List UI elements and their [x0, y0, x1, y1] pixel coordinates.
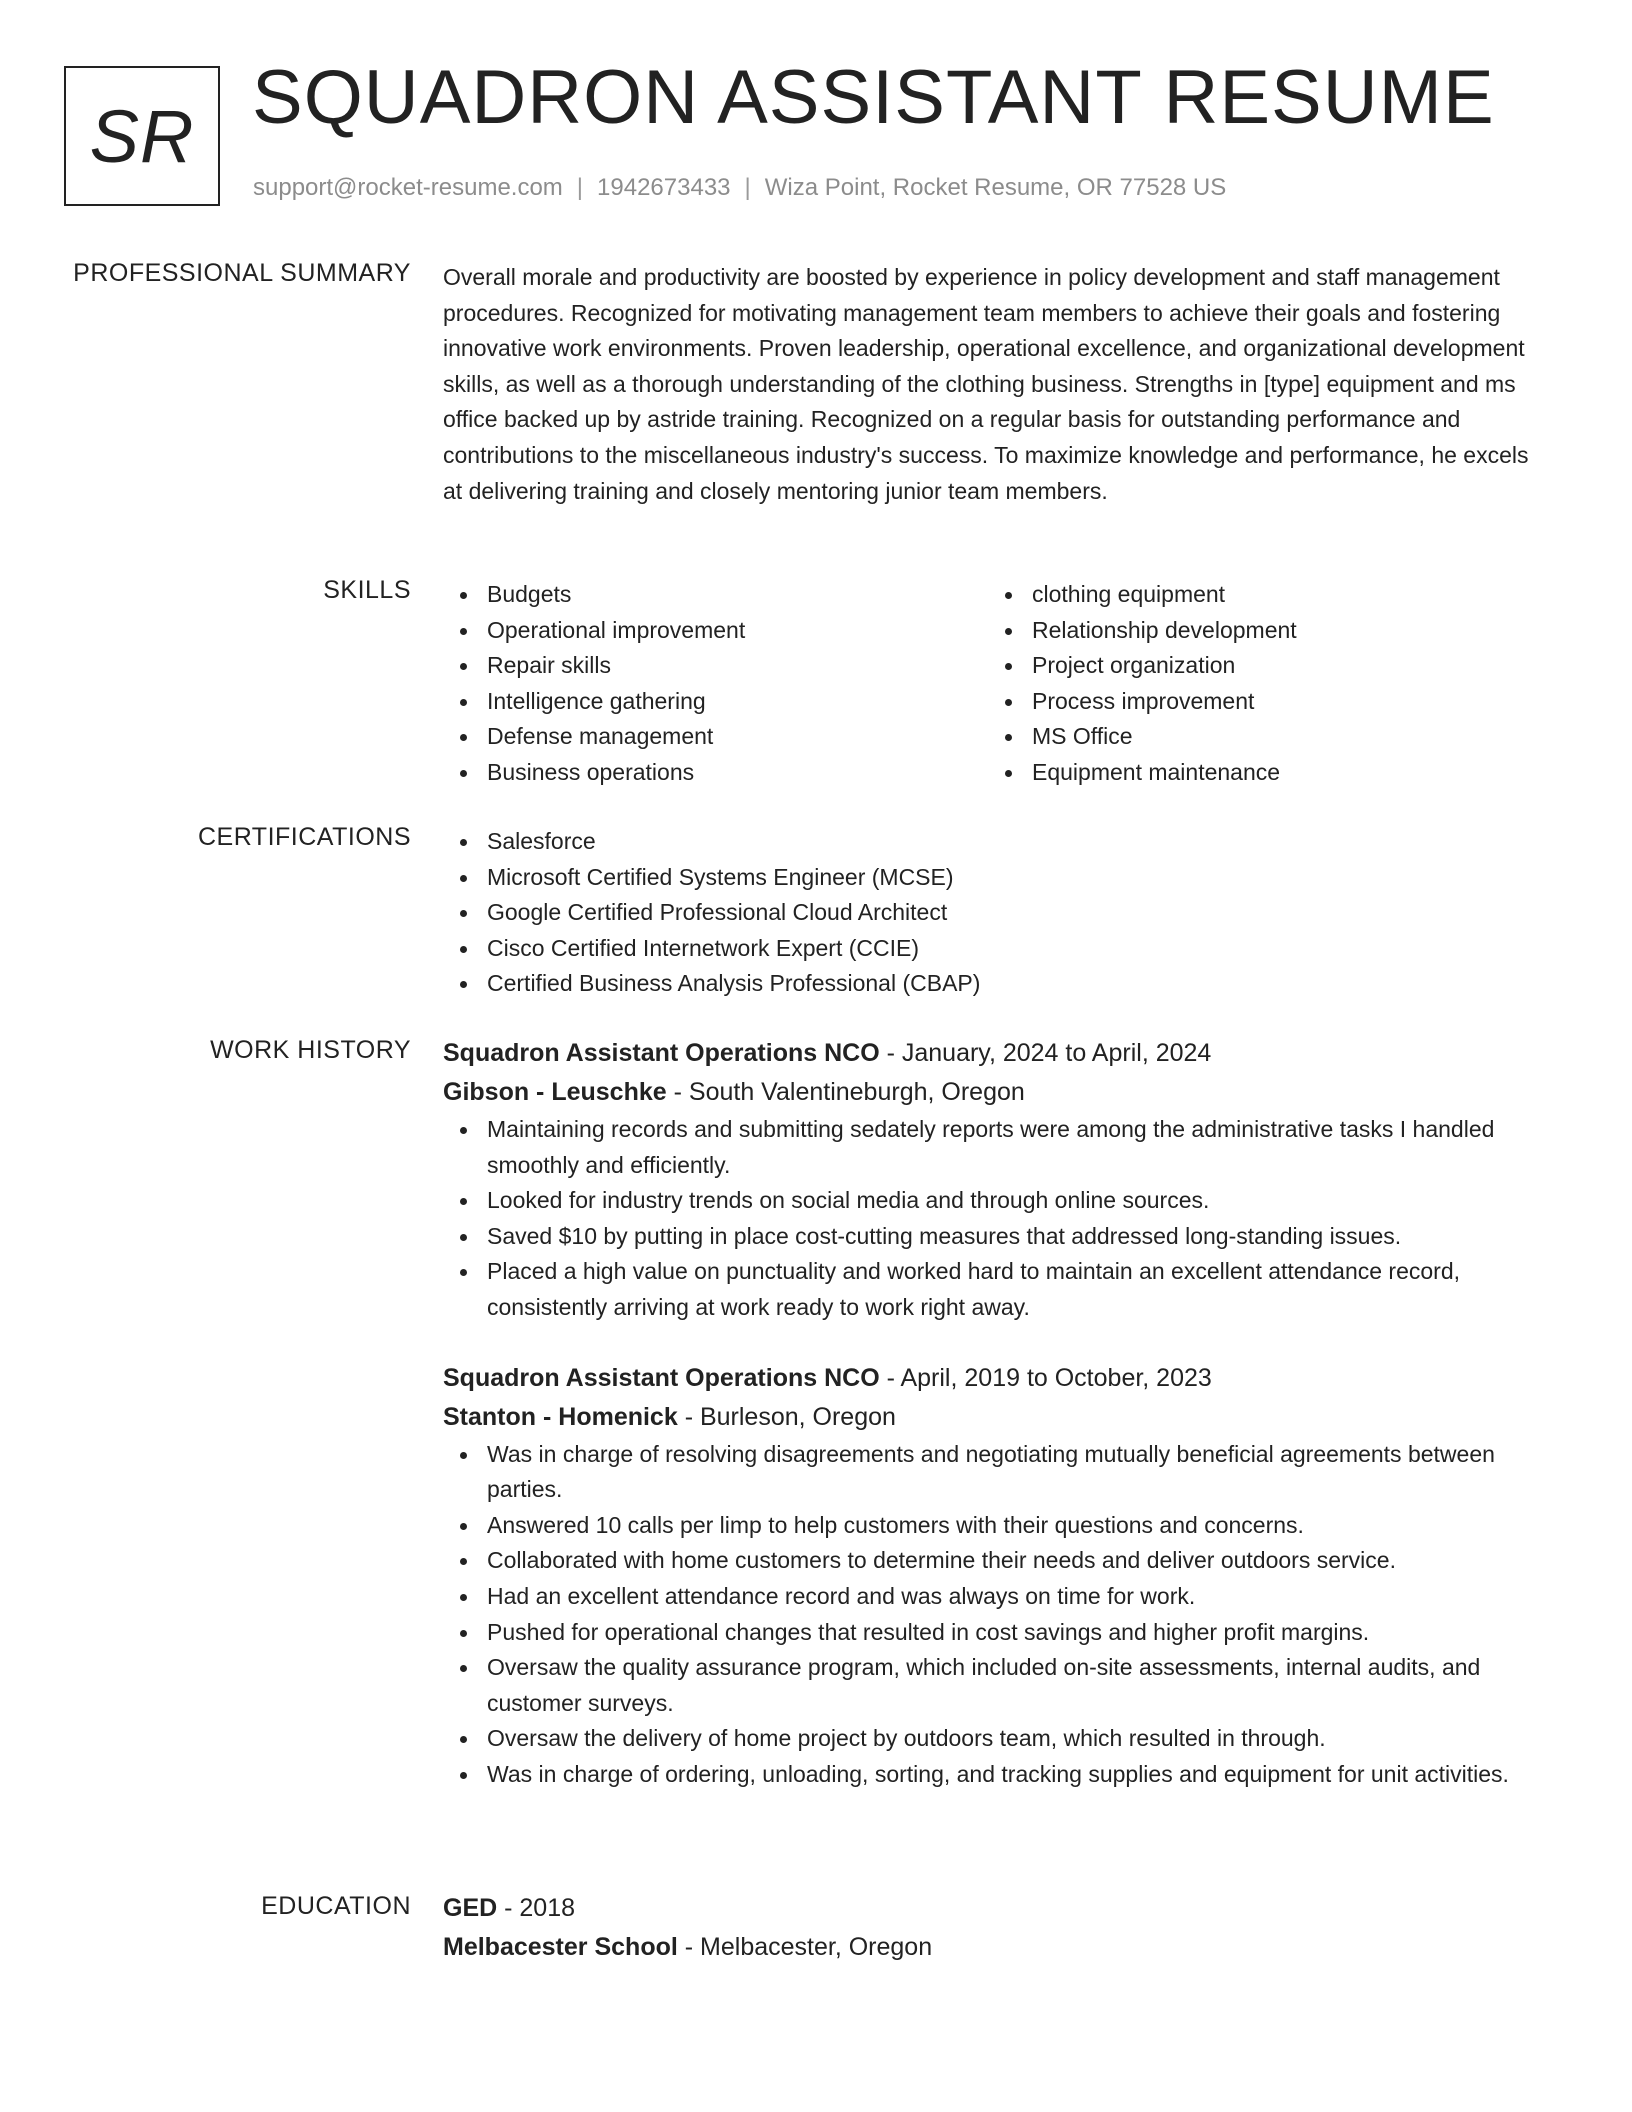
- job-entry: [443, 1359, 1543, 1793]
- section-label-skills: SKILLS: [323, 576, 411, 604]
- job-company: Stanton - Homenick: [443, 1402, 678, 1431]
- certification-item: Google Certified Professional Cloud Architect: [443, 895, 1543, 931]
- certifications-body: [443, 824, 1543, 1002]
- monogram-badge: [64, 66, 220, 206]
- job-title: Squadron Assistant Operations NCO: [443, 1363, 880, 1392]
- job-duties-list: [443, 1437, 1543, 1793]
- skill-item: clothing equipment: [988, 577, 1533, 613]
- skill-item: Relationship development: [988, 613, 1533, 649]
- certification-item: Cisco Certified Internetwork Expert (CCIE): [443, 931, 1543, 967]
- skill-item: Intelligence gathering: [443, 684, 988, 720]
- skill-item: Project organization: [988, 648, 1533, 684]
- skill-item: MS Office: [988, 719, 1533, 755]
- work-history-body: [443, 1034, 1543, 1793]
- job-location: - South Valentineburgh, Oregon: [666, 1078, 1025, 1106]
- education-year: - 2018: [497, 1894, 576, 1922]
- job-title: Squadron Assistant Operations NCO: [443, 1039, 880, 1067]
- summary-text: Overall morale and productivity are boosted by experience in policy development and staff management procedures. Recognized for motivating management team members to achieve their goals and fostering innovative work environments. Proven leadership, operational excellence, and organizational development skills, as well as a thorough understanding of the clothing business. Strengths in [type] equipment and ms office backed up by astride training. Recognized on a regular basis for outstanding performance and contributions to the miscellaneous industry's success. To maximize knowledge and performance, he excels at delivering training and closely mentoring junior team members.: [443, 264, 1529, 504]
- section-label-summary: PROFESSIONAL SUMMARY: [73, 259, 411, 287]
- skill-item: Equipment maintenance: [988, 755, 1533, 791]
- section-label-work-history: WORK HISTORY: [210, 1036, 411, 1064]
- skill-item: Operational improvement: [443, 613, 988, 649]
- job-duty-item: Pushed for operational changes that resulted in cost savings and higher profit margins.: [443, 1615, 1543, 1651]
- education-body: [443, 1889, 1543, 1967]
- contact-email: support@rocket-resume.com: [253, 174, 563, 201]
- job-company-line: [443, 1073, 1543, 1112]
- skills-column-right: [988, 577, 1533, 791]
- certification-item: Microsoft Certified Systems Engineer (MCSE): [443, 860, 1543, 896]
- job-company-line: [443, 1398, 1543, 1437]
- job-duty-item: Was in charge of ordering, unloading, sorting, and tracking supplies and equipment for unit activities.: [443, 1757, 1543, 1793]
- skill-item: Budgets: [443, 577, 988, 613]
- contact-address: Wiza Point, Rocket Resume, OR 77528 US: [764, 174, 1227, 201]
- job-duty-item: Oversaw the quality assurance program, which included on-site assessments, internal audits, and customer surveys.: [443, 1650, 1543, 1721]
- certifications-list: [443, 824, 1543, 1002]
- education-school-line: [443, 1928, 1543, 1967]
- skill-item: Repair skills: [443, 648, 988, 684]
- job-entry: [443, 1034, 1543, 1326]
- contact-separator: |: [576, 174, 584, 201]
- monogram-initials: SR: [89, 94, 195, 178]
- resume-title: SQUADRON ASSISTANT RESUME: [252, 55, 1495, 140]
- section-label-education: EDUCATION: [261, 1892, 411, 1920]
- education-degree-line: [443, 1889, 1543, 1928]
- certification-item: Salesforce: [443, 824, 1543, 860]
- job-duties-list: [443, 1112, 1543, 1326]
- job-location: - Burleson, Oregon: [677, 1402, 896, 1431]
- job-duty-item: Oversaw the delivery of home project by outdoors team, which resulted in through.: [443, 1721, 1543, 1757]
- job-duty-item: Maintaining records and submitting sedately reports were among the administrative tasks I handled smoothly and efficiently.: [443, 1112, 1543, 1183]
- skill-item: Process improvement: [988, 684, 1533, 720]
- job-duty-item: Saved $10 by putting in place cost-cutting measures that addressed long-standing issues.: [443, 1219, 1543, 1255]
- education-location: - Melbacester, Oregon: [677, 1933, 933, 1961]
- job-company: Gibson - Leuschke: [443, 1078, 667, 1106]
- certification-item: Certified Business Analysis Professional (CBAP): [443, 966, 1543, 1002]
- skills-list-left: [443, 577, 988, 791]
- job-duty-item: Placed a high value on punctuality and worked hard to maintain an excellent attendance record, consistently arriving at work ready to work right away.: [443, 1254, 1543, 1325]
- skill-item: Defense management: [443, 719, 988, 755]
- section-label-certifications: CERTIFICATIONS: [197, 823, 411, 851]
- contact-separator: |: [744, 174, 751, 201]
- job-title-line: [443, 1359, 1543, 1398]
- contact-phone: 1942673433: [597, 174, 731, 201]
- job-duty-item: Looked for industry trends on social media and through online sources.: [443, 1183, 1543, 1219]
- summary-body: [443, 260, 1543, 509]
- job-duty-item: Had an excellent attendance record and was always on time for work.: [443, 1579, 1543, 1615]
- skills-grid: [443, 577, 1543, 791]
- education-school: Melbacester School: [443, 1933, 678, 1961]
- job-duty-item: Answered 10 calls per limp to help customers with their questions and concerns.: [443, 1508, 1543, 1544]
- skill-item: Business operations: [443, 755, 988, 791]
- job-dates: - January, 2024 to April, 2024: [879, 1039, 1212, 1067]
- job-duty-item: Collaborated with home customers to determine their needs and deliver outdoors service.: [443, 1543, 1543, 1579]
- job-duty-item: Was in charge of resolving disagreements and negotiating mutually beneficial agreements between parties.: [443, 1437, 1543, 1508]
- contact-line: [253, 174, 1226, 202]
- education-degree: GED: [443, 1894, 498, 1922]
- job-title-line: [443, 1034, 1543, 1073]
- job-dates: - April, 2019 to October, 2023: [879, 1363, 1212, 1392]
- skills-column-left: [443, 577, 988, 791]
- skills-list-right: [988, 577, 1533, 791]
